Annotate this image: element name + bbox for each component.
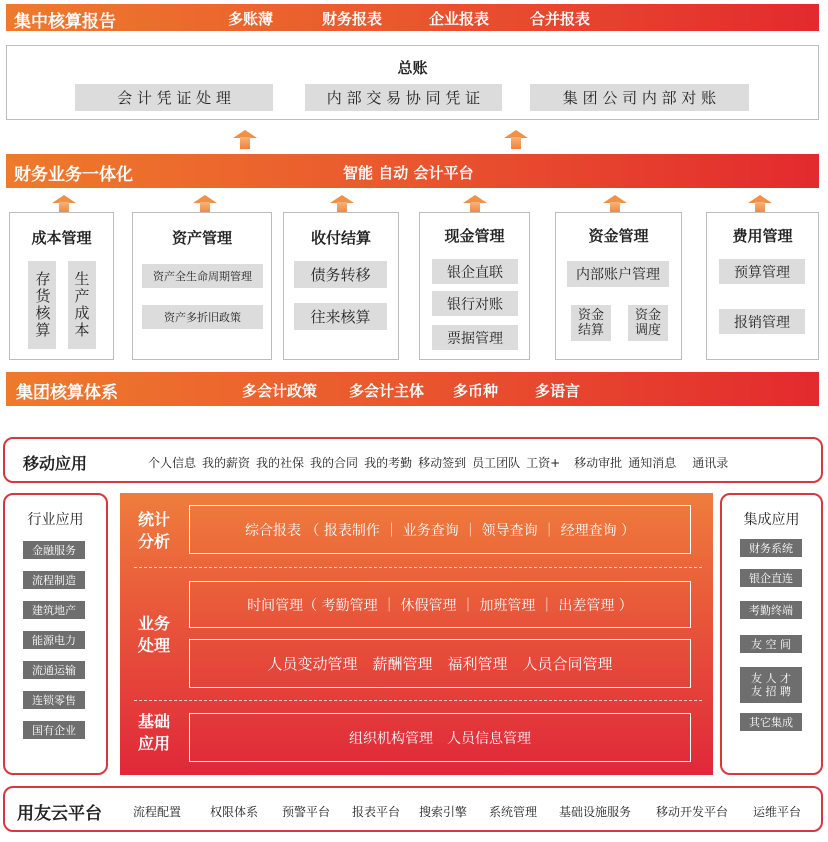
bank-reconcile-box: 银行对账	[432, 291, 518, 316]
module-title: 资金管理	[588, 227, 649, 245]
top-bar-item: 财务报表	[322, 10, 383, 28]
integration-tag: 考勤终端	[740, 601, 802, 619]
asset-depreciation-box: 资产多折旧政策	[142, 305, 263, 329]
platform-item: 基础设施服务	[559, 805, 632, 819]
stats-label: 统计 分析	[137, 510, 170, 551]
top-bar-item: 多账薄	[228, 10, 274, 28]
bank-direct-box: 银企直联	[432, 259, 518, 284]
up-arrow-icon	[193, 195, 217, 213]
industry-tag: 流程制造	[23, 571, 85, 589]
mobile-item: 通知消息	[628, 456, 677, 470]
finance-bar-subtitle: 智能 自动 会计平台	[343, 164, 474, 182]
basic-label: 基础 应用	[137, 712, 170, 753]
platform-item: 移动开发平台	[656, 805, 729, 819]
integration-tag: 财务系统	[740, 539, 802, 557]
mobile-item: 工资+	[526, 456, 561, 470]
up-arrow-icon	[748, 195, 772, 213]
yonyou-cloud-platform	[3, 786, 823, 832]
finance-bar-title: 财务业务一体化	[14, 165, 133, 185]
platform-item: 系统管理	[489, 805, 538, 819]
up-arrow-icon	[463, 195, 487, 213]
personnel-management-box: 人员变动管理 薪酬管理 福利管理 人员合同管理	[189, 639, 691, 688]
integration-title: 集成应用	[743, 512, 800, 528]
top-bar-item: 合并报表	[530, 10, 591, 28]
platform-item: 流程配置	[133, 805, 182, 819]
stats-report-box: 综合报表 （ 报表制作 ｜ 业务查询 ｜ 领导查询 ｜ 经理查询 ）	[189, 505, 691, 554]
business-label: 业务 处理	[137, 614, 170, 655]
mobile-app-row	[3, 437, 823, 483]
inventory-accounting-box: 存货核算	[28, 261, 56, 349]
mobile-item: 我的考勤	[364, 456, 413, 470]
integration-apps-panel	[720, 493, 823, 775]
time-management-box: 时间管理（ 考勤管理 ｜ 休假管理 ｜ 加班管理 ｜ 出差管理 ）	[189, 581, 691, 628]
organization-box: 组织机构管理 人员信息管理	[189, 713, 691, 762]
fund-dispatch-box: 资金调度	[628, 305, 668, 341]
industry-tag: 金融服务	[23, 541, 85, 559]
up-arrow-icon	[330, 195, 354, 213]
up-arrow-icon	[233, 130, 257, 148]
asset-lifecycle-box: 资产全生命周期管理	[142, 264, 263, 288]
module-title: 现金管理	[444, 227, 505, 245]
fund-management-module	[555, 212, 682, 360]
internal-reconcile-box: 集 团 公 司 内 部 对 账	[530, 84, 749, 111]
industry-tag: 流通运输	[23, 661, 85, 679]
integration-tag: 银企直连	[740, 569, 802, 587]
mobile-item: 移动审批	[574, 456, 623, 470]
mobile-item: 我的薪资	[202, 456, 251, 470]
up-arrow-icon	[504, 130, 528, 148]
group-bar-item: 多币种	[453, 382, 499, 400]
group-accounting-bar	[6, 372, 819, 406]
budget-management-box: 预算管理	[719, 259, 805, 284]
hr-center-panel	[120, 493, 713, 775]
industry-tag: 国有企业	[23, 721, 85, 739]
divider	[134, 567, 702, 568]
internal-voucher-box: 内 部 交 易 协 同 凭 证	[305, 84, 502, 111]
production-cost-box: 生产成本	[68, 261, 96, 349]
mobile-item: 员工团队	[472, 456, 521, 470]
industry-tag: 连锁零售	[23, 691, 85, 709]
industry-tag: 能源电力	[23, 631, 85, 649]
mobile-item: 我的社保	[256, 456, 305, 470]
platform-item: 运维平台	[753, 805, 802, 819]
integration-tag: 其它集成	[740, 713, 802, 731]
top-bar-item: 企业报表	[429, 10, 490, 28]
module-title: 资产管理	[171, 229, 232, 247]
ledger-title: 总账	[397, 59, 428, 77]
internal-account-box: 内部账户管理	[567, 261, 669, 287]
cash-management-module	[419, 212, 530, 360]
payment-settlement-module	[283, 212, 399, 360]
group-bar-title: 集团核算体系	[16, 383, 118, 403]
module-title: 成本管理	[31, 229, 92, 247]
platform-item: 报表平台	[352, 805, 401, 819]
industry-apps-panel	[3, 493, 108, 775]
platform-item: 预警平台	[282, 805, 331, 819]
group-bar-item: 多会计政策	[242, 382, 318, 400]
mobile-item: 我的合同	[310, 456, 359, 470]
bill-management-box: 票据管理	[432, 325, 518, 350]
up-arrow-icon	[603, 195, 627, 213]
mobile-item: 通讯录	[692, 456, 729, 470]
mobile-items	[148, 454, 728, 471]
industry-tag: 建筑地产	[23, 601, 85, 619]
mobile-item: 个人信息	[148, 456, 197, 470]
group-bar-item: 多会计主体	[349, 382, 425, 400]
cost-management-module	[9, 212, 114, 360]
integration-tag: 友 空 间	[740, 635, 802, 653]
fund-settlement-box: 资金结算	[571, 305, 611, 341]
general-ledger-panel	[6, 45, 819, 120]
platform-item: 搜索引擎	[419, 805, 468, 819]
finance-integration-bar	[6, 154, 819, 188]
module-title: 收付结算	[310, 229, 371, 247]
divider	[134, 700, 702, 701]
group-bar-item: 多语言	[535, 382, 581, 400]
debt-transfer-box: 债务转移	[294, 261, 387, 288]
up-arrow-icon	[52, 195, 76, 213]
industry-title: 行业应用	[27, 512, 84, 528]
platform-item: 权限体系	[210, 805, 259, 819]
mobile-title: 移动应用	[23, 454, 88, 473]
top-report-bar	[6, 4, 819, 31]
top-bar-title: 集中核算报告	[14, 12, 116, 32]
asset-management-module	[132, 212, 272, 360]
platform-title: 用友云平台	[17, 804, 102, 824]
module-title: 费用管理	[732, 227, 793, 245]
mobile-item: 移动签到	[418, 456, 467, 470]
reimbursement-box: 报销管理	[719, 309, 805, 334]
integration-tag: 友 人 才 友 招 聘	[740, 667, 802, 703]
voucher-processing-box: 会 计 凭 证 处 理	[75, 84, 273, 111]
expense-management-module	[706, 212, 819, 360]
current-accounting-box: 往来核算	[294, 303, 387, 330]
